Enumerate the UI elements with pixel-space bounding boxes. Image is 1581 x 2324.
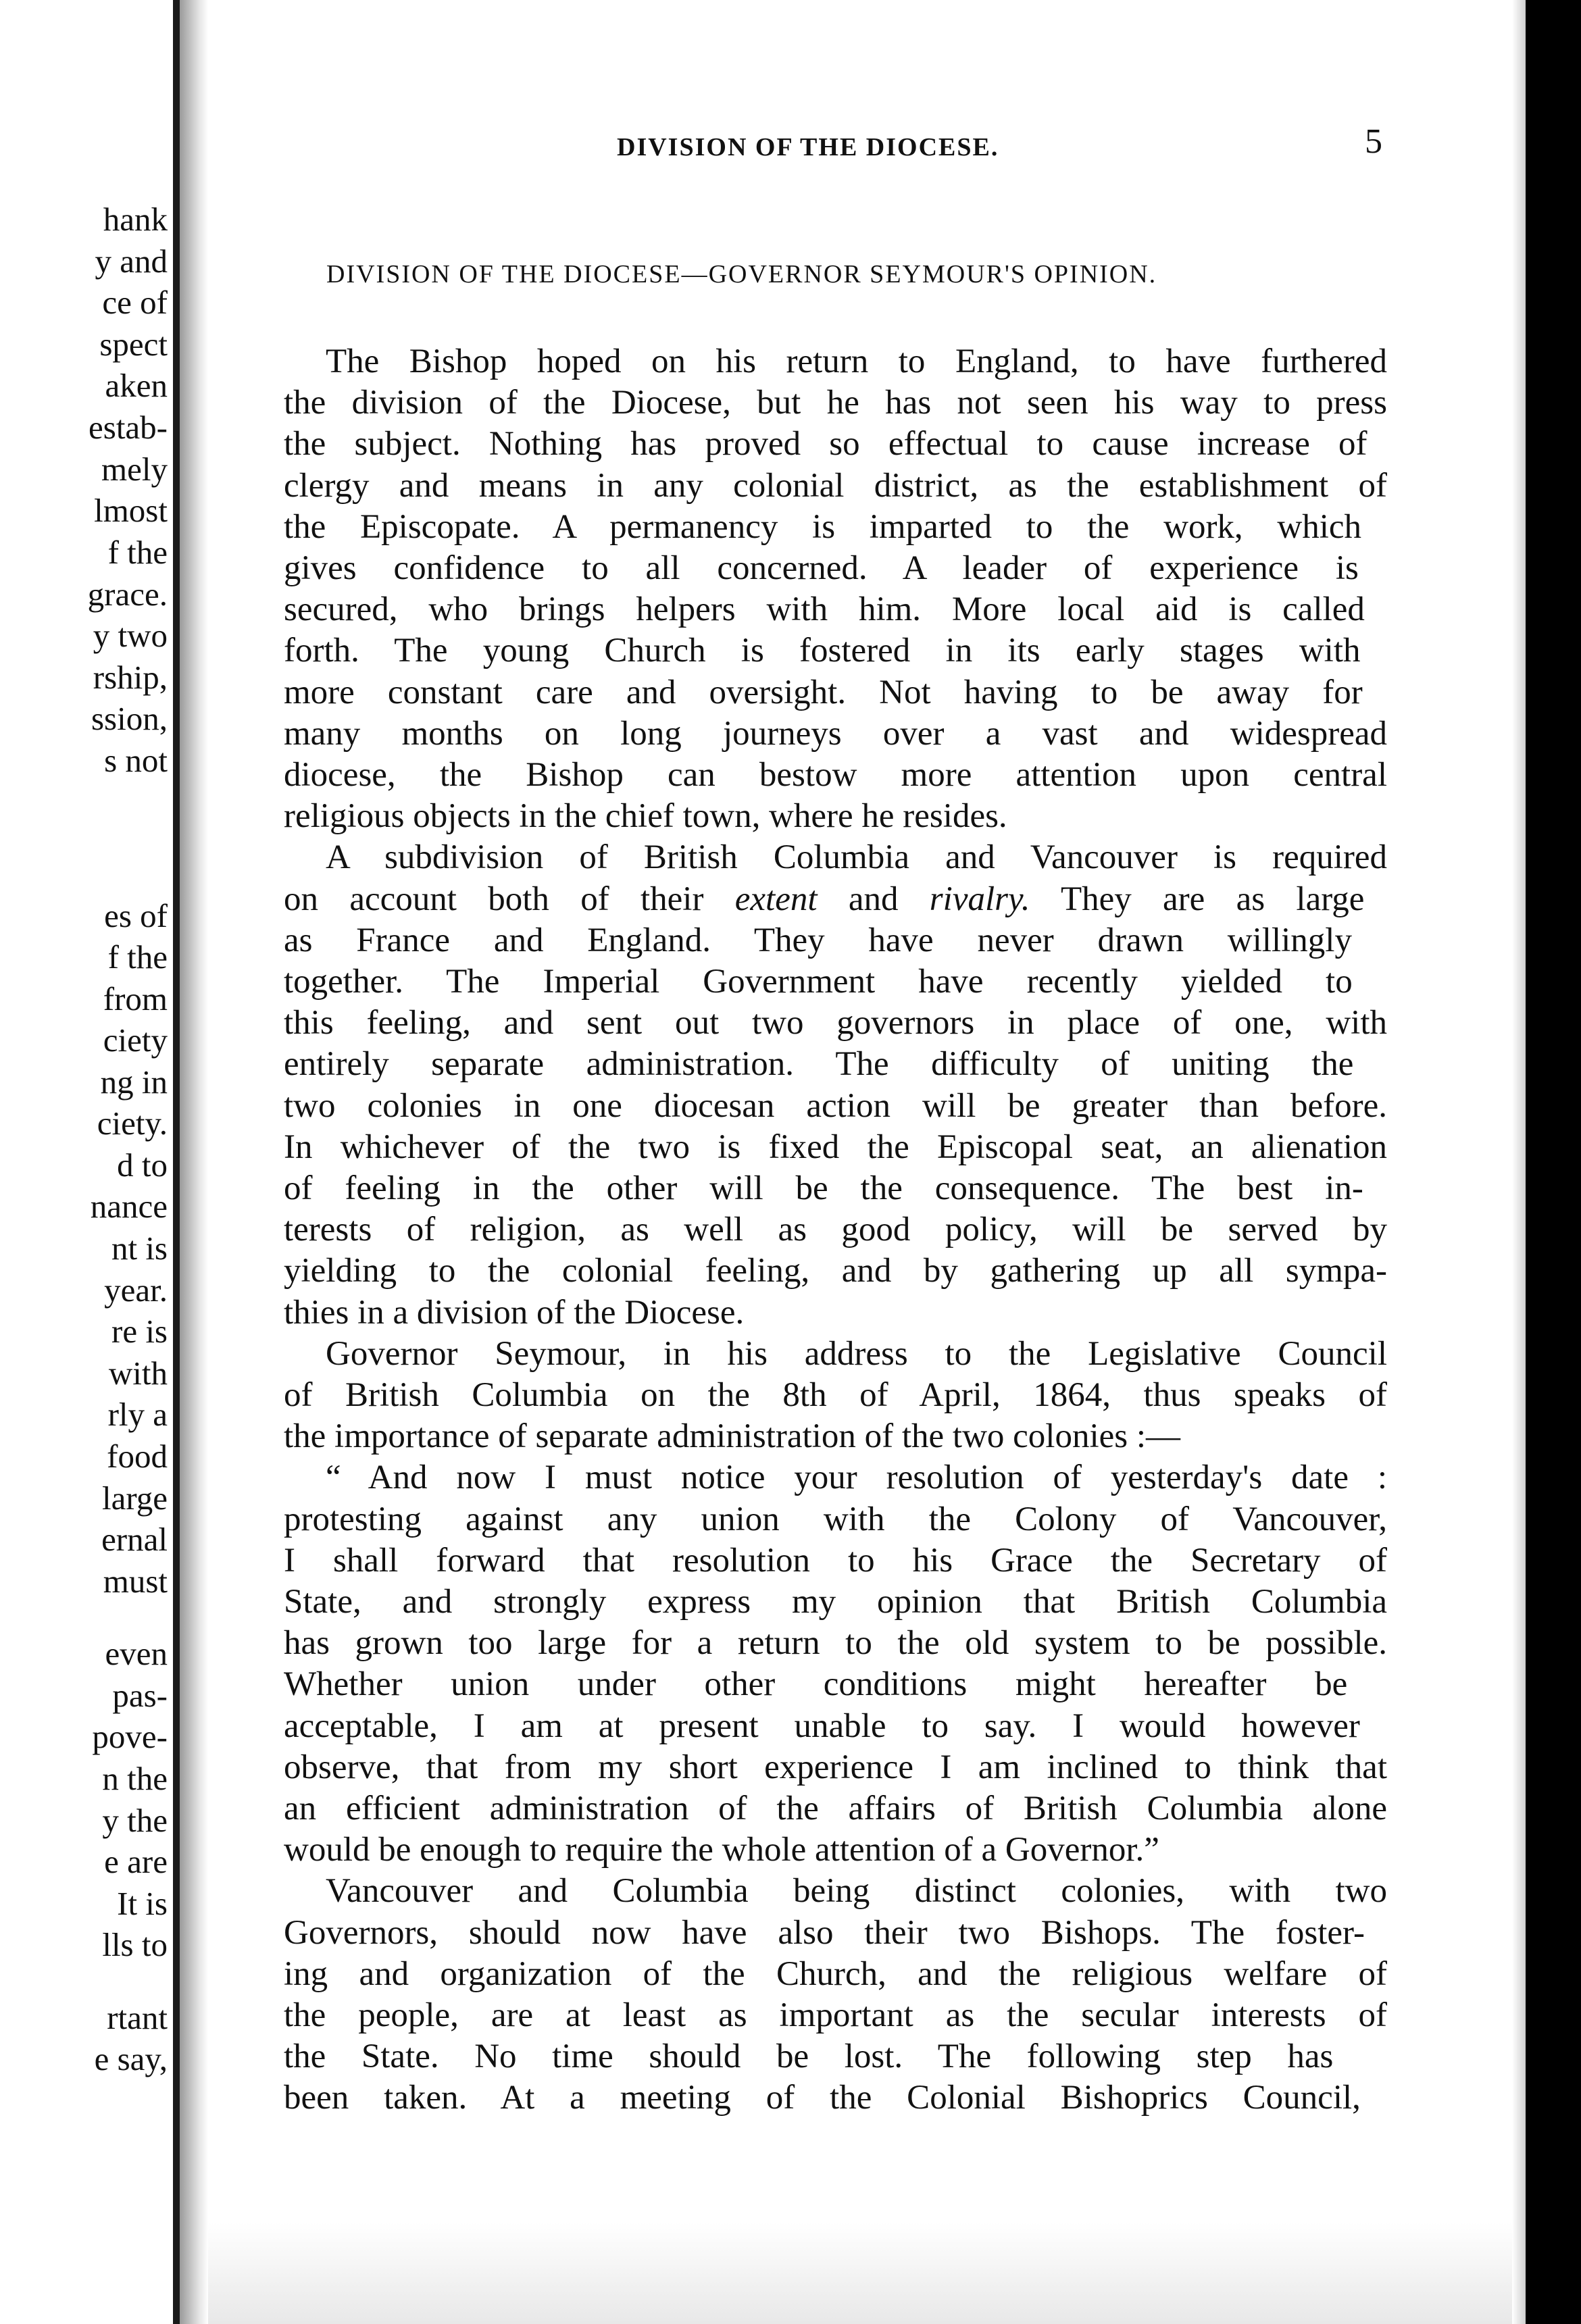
body-line: entirely separate administration. The difficulty of uniting the bbox=[284, 1045, 1354, 1083]
body-line: religious objects in the chief town, where he resides. bbox=[284, 797, 1007, 835]
body-line: The Bishop hoped on his return to England, to have furthered bbox=[326, 343, 1387, 380]
facing-page-line: pove- bbox=[92, 1718, 168, 1755]
facing-page-line: nance bbox=[90, 1188, 168, 1225]
facing-page-line: grace. bbox=[87, 576, 168, 613]
body-line: the State. No time should be lost. The following step has bbox=[284, 2038, 1334, 2075]
facing-page-line: re is bbox=[111, 1313, 168, 1350]
facing-page-line: pas- bbox=[112, 1677, 168, 1714]
body-line: has grown too large for a return to the old system to be possible. bbox=[284, 1624, 1387, 1662]
body-line: forth. The young Church is fostered in its early stages with bbox=[284, 632, 1361, 670]
body-line: Whether union under other conditions might hereafter be bbox=[284, 1665, 1348, 1703]
body-line: the subject. Nothing has proved so effectual to cause increase of bbox=[284, 425, 1367, 463]
facing-page-line: e are bbox=[104, 1843, 168, 1880]
facing-page-line: with bbox=[108, 1355, 168, 1392]
page-bottom-shadow bbox=[208, 2223, 1512, 2324]
body-line: the Episcopate. A permanency is imparted to the work, which bbox=[284, 508, 1362, 546]
body-line: secured, who brings helpers with him. More local aid is called bbox=[284, 590, 1365, 628]
facing-page-line: large bbox=[101, 1480, 168, 1517]
facing-page-line: ssion, bbox=[91, 700, 168, 737]
body-line: acceptable, I am at present unable to say. I would however bbox=[284, 1707, 1360, 1745]
body-line: of British Columbia on the 8th of April, 1864, thus speaks of bbox=[284, 1376, 1387, 1414]
facing-page-line: estab- bbox=[89, 409, 168, 446]
body-line: on account both of their extent and rivalry. They are as large bbox=[284, 880, 1365, 918]
italic-word: extent bbox=[734, 880, 818, 918]
body-line: the people, are at least as important as the secular interests of bbox=[284, 1996, 1387, 2034]
italic-word: rivalry. bbox=[929, 880, 1030, 918]
facing-page-line: ciety. bbox=[97, 1105, 168, 1142]
body-line: thies in a division of the Diocese. bbox=[284, 1294, 745, 1332]
body-line: I shall forward that resolution to his Grace the Secretary of bbox=[284, 1542, 1387, 1580]
section-heading: DIVISION OF THE DIOCESE—GOVERNOR SEYMOUR'S OPINION. bbox=[326, 260, 1157, 288]
body-line: protesting against any union with the Colony of Vancouver, bbox=[284, 1500, 1387, 1538]
running-head: DIVISION OF THE DIOCESE. bbox=[617, 133, 999, 161]
facing-page-line: rtant bbox=[107, 1999, 168, 2036]
gutter-shadow bbox=[180, 0, 208, 2324]
body-line: “ And now I must notice your resolution of yesterday's date : bbox=[326, 1459, 1387, 1496]
body-line: Governors, should now have also their two Bishops. The foster- bbox=[284, 1914, 1365, 1952]
body-line: diocese, the Bishop can bestow more attention upon central bbox=[284, 756, 1387, 794]
facing-page-line: year. bbox=[104, 1271, 168, 1309]
facing-page-line: mely bbox=[101, 451, 168, 488]
body-line: been taken. At a meeting of the Colonial Bishoprics Council, bbox=[284, 2079, 1361, 2117]
facing-page-line: f the bbox=[107, 938, 168, 976]
facing-page-line: aken bbox=[105, 367, 168, 404]
facing-page-line: n the bbox=[102, 1760, 168, 1797]
facing-page-line: from bbox=[103, 980, 168, 1017]
body-line: the importance of separate administration of the two colonies :— bbox=[284, 1417, 1181, 1455]
body-line: yielding to the colonial feeling, and by gathering up all sympa- bbox=[284, 1252, 1387, 1290]
body-line: of feeling in the other will be the consequence. The best in- bbox=[284, 1169, 1363, 1207]
body-line: observe, that from my short experience I am inclined to think that bbox=[284, 1748, 1387, 1786]
body-line: together. The Imperial Government have recently yielded to bbox=[284, 963, 1353, 1001]
body-line: many months on long journeys over a vast and widespread bbox=[284, 715, 1387, 753]
body-line: more constant care and oversight. Not having to be away for bbox=[284, 674, 1363, 711]
body-line: would be enough to require the whole attention of a Governor.” bbox=[284, 1831, 1159, 1869]
facing-page-line: y and bbox=[95, 243, 168, 280]
facing-page-line: lmost bbox=[94, 492, 168, 529]
facing-page-line: spect bbox=[99, 326, 168, 363]
book-page bbox=[208, 0, 1512, 2324]
facing-page-line: s not bbox=[104, 742, 168, 779]
body-line: an efficient administration of the affairs of British Columbia alone bbox=[284, 1790, 1387, 1827]
facing-page-line: y two bbox=[93, 617, 168, 654]
facing-page-line: e say, bbox=[94, 2040, 168, 2077]
facing-page-line: rly a bbox=[107, 1396, 168, 1433]
facing-page-line: even bbox=[105, 1635, 168, 1672]
page-edge-shadow bbox=[1512, 0, 1526, 2324]
body-line: gives confidence to all concerned. A leader of experience is bbox=[284, 549, 1359, 587]
body-line: the division of the Diocese, but he has not seen his way to press bbox=[284, 384, 1387, 422]
facing-page-line: rship, bbox=[93, 659, 168, 696]
page-number: 5 bbox=[1365, 122, 1382, 161]
facing-page-line: ce of bbox=[102, 284, 168, 321]
facing-page-line: must bbox=[103, 1563, 168, 1600]
body-line: Vancouver and Columbia being distinct colonies, with two bbox=[326, 1872, 1387, 1910]
facing-page-fragment bbox=[0, 0, 177, 2324]
body-line: A subdivision of British Columbia and Vancouver is required bbox=[326, 838, 1387, 876]
body-line: State, and strongly express my opinion that British Columbia bbox=[284, 1583, 1387, 1621]
gutter-binding bbox=[173, 0, 180, 2324]
facing-page-line: nt is bbox=[111, 1230, 168, 1267]
facing-page-line: ng in bbox=[100, 1063, 168, 1101]
facing-page-line: ciety bbox=[103, 1021, 168, 1059]
body-line: In whichever of the two is fixed the Episcopal seat, an alienation bbox=[284, 1128, 1387, 1166]
facing-page-line: It is bbox=[117, 1885, 168, 1922]
facing-page-line: f the bbox=[107, 534, 168, 571]
facing-page-line: es of bbox=[104, 897, 168, 934]
body-line: two colonies in one diocesan action will be greater than before. bbox=[284, 1087, 1387, 1125]
body-line: Governor Seymour, in his address to the Legislative Council bbox=[326, 1335, 1387, 1373]
body-line: terests of religion, as well as good policy, will be served by bbox=[284, 1211, 1387, 1248]
body-line: ing and organization of the Church, and the religious welfare of bbox=[284, 1955, 1387, 1993]
body-line: this feeling, and sent out two governors in place of one, with bbox=[284, 1004, 1387, 1042]
facing-page-line: lls to bbox=[102, 1926, 168, 1963]
body-line: as France and England. They have never drawn willingly bbox=[284, 921, 1352, 959]
facing-page-line: y the bbox=[102, 1802, 168, 1839]
facing-page-line: d to bbox=[117, 1146, 168, 1184]
facing-page-line: food bbox=[107, 1438, 168, 1475]
body-line: clergy and means in any colonial district, as the establishment of bbox=[284, 467, 1387, 505]
scan-background bbox=[1526, 0, 1581, 2324]
facing-page-line: ernal bbox=[101, 1521, 168, 1558]
facing-page-line: hank bbox=[103, 201, 168, 238]
